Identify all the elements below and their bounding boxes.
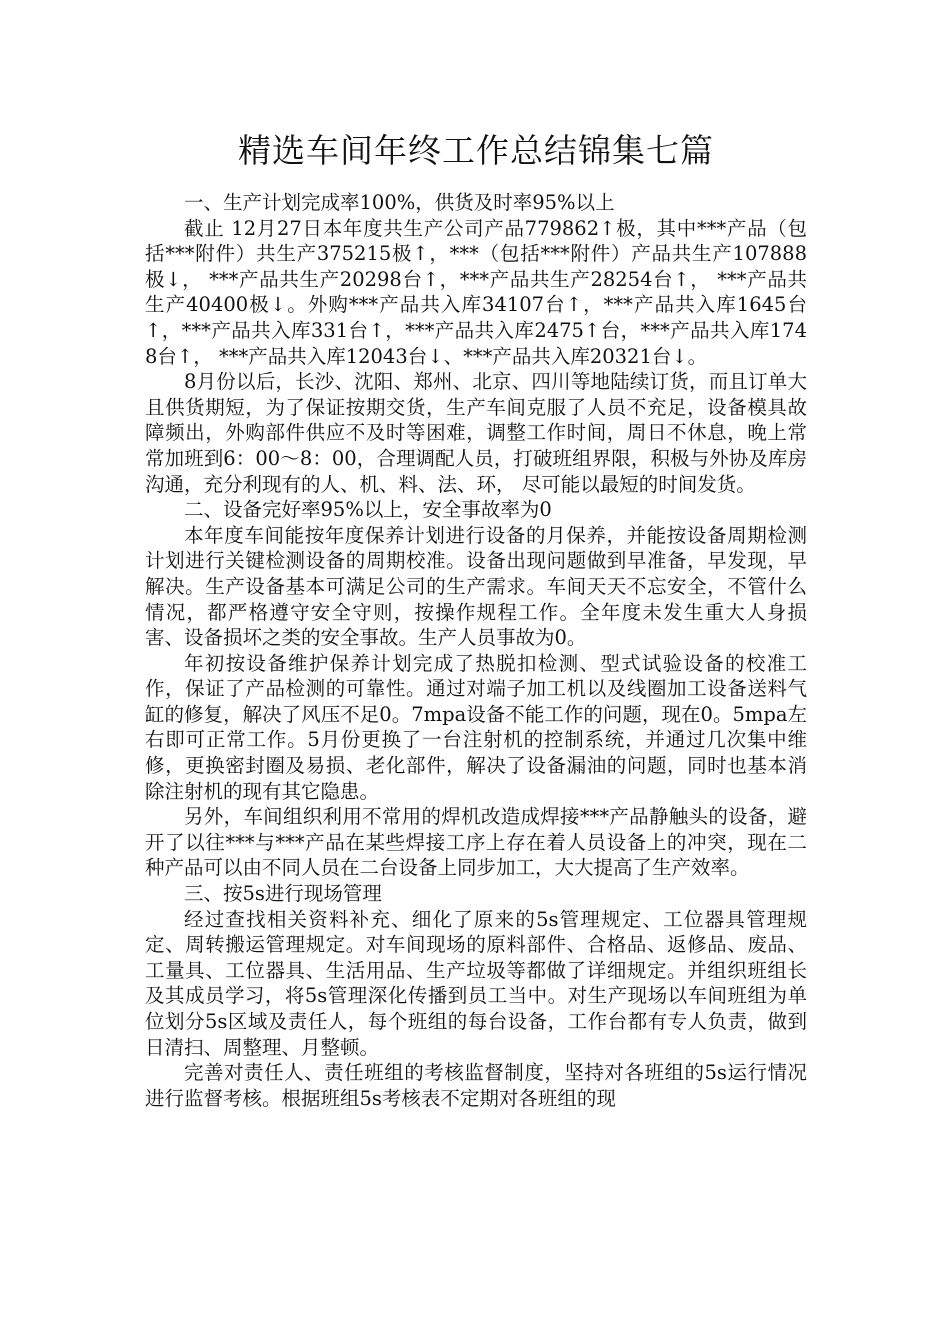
paragraph-maintenance: 本年度车间能按年度保养计划进行设备的月保养，并能按设备周期检测计划进行关键检测设备的周期校准。设备出现问题做到早准备，早发现，早解决。生产设备基本可满足公司的生产需求。车间天天不忘安全，不管什么情况，都严格遵守安全守则，按操作规程工作。全年度未发生重大人身损害、设备损坏之类的安全事故。生产人员事故为0。 bbox=[145, 523, 807, 650]
section-heading-2: 二、设备完好率95%以上，安全事故率为0 bbox=[184, 498, 552, 522]
document-body bbox=[145, 190, 807, 1111]
document-title: 精选车间年终工作总结锦集七篇 bbox=[238, 131, 714, 170]
section-heading-1: 一、生产计划完成率100%，供货及时率95%以上 bbox=[184, 191, 615, 214]
paragraph-production-stats: 截止 12月27日本年度共生产公司产品779862↑极，其中***产品（包括***附件）共生产375215极↑，***（包括***附件）产品共生产107888极↓， ***产品共生产20298台↑，***产品共生产28254台↑， ***产品共生产40400极↓。外购***产品共入库34107台↑，***产品共入库1645台↑，***产品共入库331台↑，***产品共入库2475↑台，***产品共入库1748台↑， ***产品共入库12043台↓、***产品共入库20321台↓。 bbox=[145, 216, 807, 368]
paragraph-welding: 另外，车间组织利用不常用的焊机改造成焊接***产品静触头的设备，避开了以往***与***产品在某些焊接工序上存在着人员设备上的冲突，现在二种产品可以由不同人员在二台设备上同步加工，大大提高了生产效率。 bbox=[145, 805, 807, 880]
section-heading-3: 三、按5s进行现场管理 bbox=[184, 882, 382, 906]
document-page bbox=[145, 128, 807, 1111]
paragraph-5s-rules: 经过查找相关资料补充、细化了原来的5s管理规定、工位器具管理规定、周转搬运管理规定。对车间现场的原料部件、合格品、返修品、废品、工量具、工位器具、生活用品、生产垃圾等都做了详细规定。并组织班组长及其成员学习，将5s管理深化传播到员工当中。对生产现场以车间班组为单位划分5s区域及责任人，每个班组的每台设备，工作台都有专人负责，做到日清扫、周整理、月整顿。 bbox=[145, 907, 807, 1059]
paragraph-calibration: 年初按设备维护保养计划完成了热脱扣检测、型式试验设备的校准工作，保证了产品检测的可靠性。通过对端子加工机以及线圈加工设备送料气缸的修复，解决了风压不足0。7mpa设备不能工作的问题，现在0。5mpa左右即可正常工作。5月份更换了一台注射机的控制系统，并通过几次集中维修，更换密封圈及易损、老化部件，解决了设备漏油的问题，同时也基本消除注射机的现有其它隐患。 bbox=[145, 651, 807, 803]
paragraph-5s-assessment: 完善对责任人、责任班组的考核监督制度，坚持对各班组的5s运行情况进行监督考核。根据班组5s考核表不定期对各班组的现 bbox=[145, 1061, 807, 1110]
paragraph-orders: 8月份以后，长沙、沈阳、郑州、北京、四川等地陆续订货，而且订单大且供货期短，为了保证按期交货，生产车间克服了人员不充足，设备模具故障频出，外购部件供应不及时等困难，调整工作时间，周日不休息，晚上常常加班到6：00～8：00，合理调配人员，打破班组界限，积极与外协及库房沟通，充分利现有的人、机、料、法、环， 尽可能以最短的时间发货。 bbox=[145, 370, 807, 496]
